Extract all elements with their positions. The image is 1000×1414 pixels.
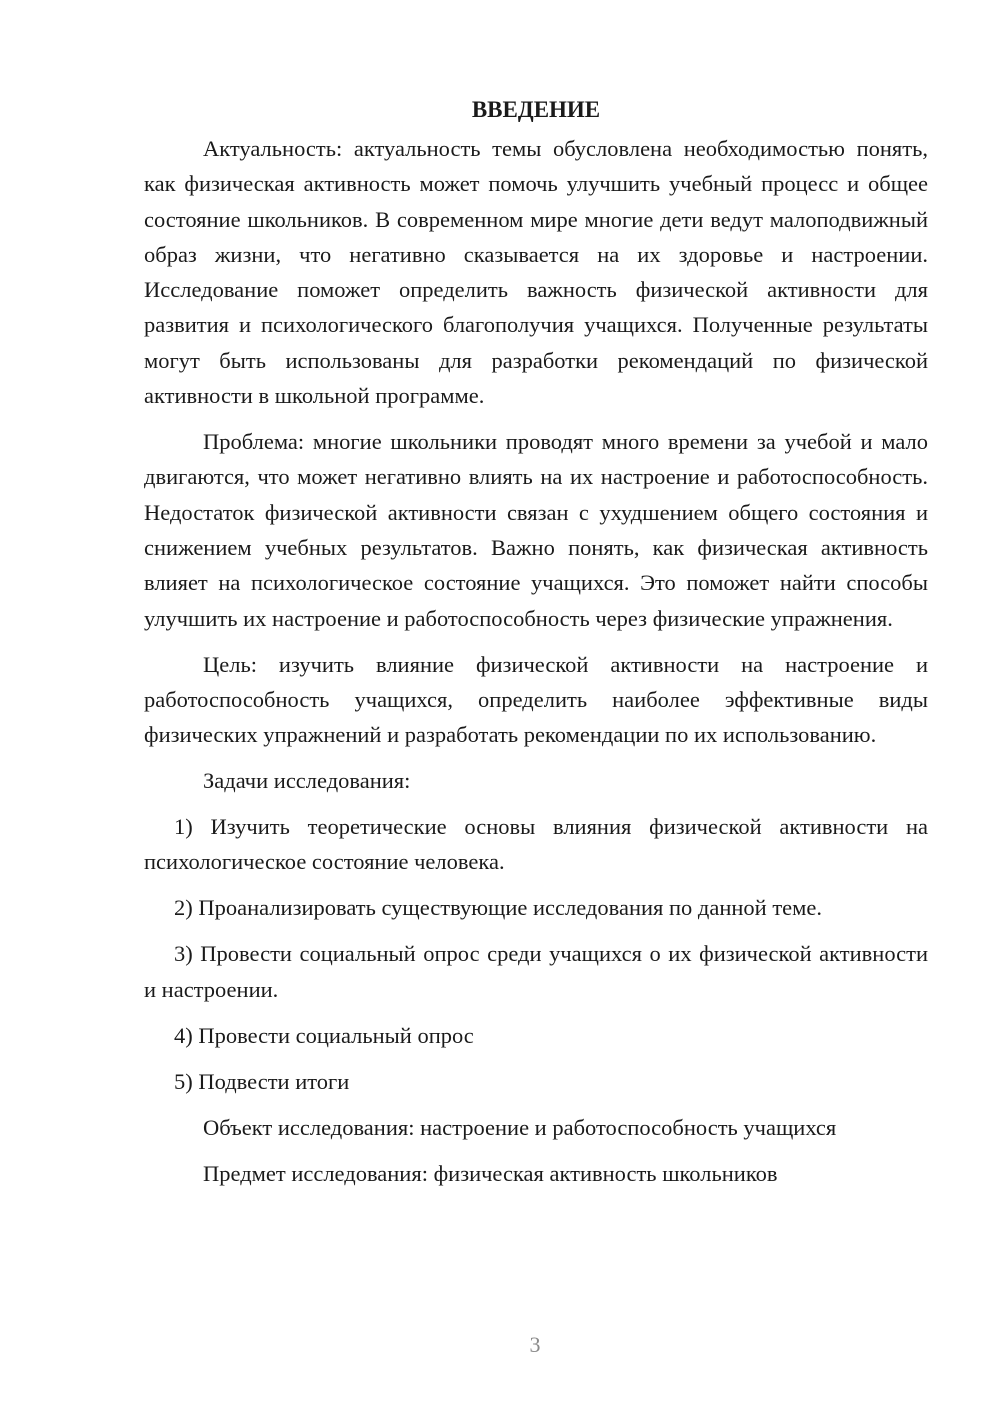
task-item: 2) Проанализировать существующие исследования по данной теме. xyxy=(174,895,823,921)
page-number: 3 xyxy=(529,1332,541,1357)
task-item: 3) Провести социальный опрос среди учащихся о их физической активности и настроении. xyxy=(144,941,928,1002)
task-item: 1) Изучить теоретические основы влияния физической активности на психологическое состояние человека. xyxy=(144,814,928,875)
tasks-heading: Задачи исследования: xyxy=(203,768,411,794)
goal-paragraph: Цель: изучить влияние физической активности на настроение и работоспособность учащихся, определить наиболее эффективные виды физических упражнений и разработать рекомендации по их использованию. xyxy=(144,651,928,748)
research-object: Объект исследования: настроение и работоспособность учащихся xyxy=(203,1114,837,1140)
page-content xyxy=(144,92,928,1191)
task-item: 5) Подвести итоги xyxy=(174,1068,350,1094)
task-item: 4) Провести социальный опрос xyxy=(174,1022,474,1048)
problem-paragraph: Проблема: многие школьники проводят много времени за учебой и мало двигаются, что может негативно влиять на их настроение и работоспособность. Недостаток физической активности связан с ухудшением общего состояния и снижением учебных результатов. Важно понять, как физическая активность влияет на психологическое состояние учащихся. Это поможет найти способы улучшить их настроение и работоспособность через физические упражнения. xyxy=(144,429,928,631)
relevance-paragraph: Актуальность: актуальность темы обусловлена необходимостью понять, как физическая активность может помочь улучшить учебный процесс и общее состояние школьников. В современном мире многие дети ведут малоподвижный образ жизни, что негативно сказывается на их здоровье и настроении. Исследование поможет определить важность физической активности для развития и психологического благополучия учащихся. Полученные результаты могут быть использованы для разработки рекомендаций по физической активности в школьной программе. xyxy=(144,136,928,409)
page-title: ВВЕДЕНИЕ xyxy=(471,97,601,122)
research-subject: Предмет исследования: физическая активность школьников xyxy=(203,1160,778,1186)
